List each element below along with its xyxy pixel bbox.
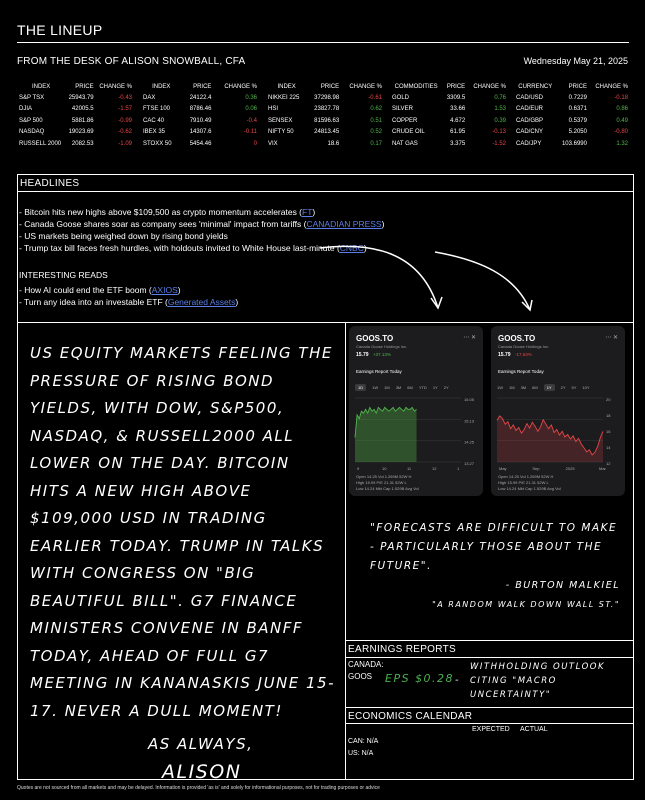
chart-y-tick: 13.27 <box>464 461 475 466</box>
calendar-col-actual: ACTUAL <box>520 726 548 733</box>
market-name: CAD/JPY <box>516 140 542 147</box>
market-change: 0.86 <box>616 106 628 113</box>
market-name: CAD/USD <box>516 94 544 101</box>
market-change: 0.76 <box>494 94 506 101</box>
market-col-header: PRICE <box>568 84 587 90</box>
reads-label: INTERESTING READS <box>19 270 108 280</box>
read-item: - How AI could end the ETF boom (AXIOS) <box>19 285 181 295</box>
market-change: 0.39 <box>494 117 506 124</box>
market-note <box>30 340 335 787</box>
market-change: 1.32 <box>616 140 628 147</box>
market-col-header: PRICE <box>320 84 340 90</box>
arrow-left <box>320 246 438 308</box>
chart-area-fill <box>355 407 417 462</box>
market-row <box>266 92 384 104</box>
interesting-reads <box>19 269 238 308</box>
market-table <box>141 82 259 150</box>
range-tab[interactable]: 3M <box>395 385 402 390</box>
market-row <box>514 115 630 127</box>
market-change: -0.80 <box>614 129 628 136</box>
stock-company: Canada Goose Holdings Inc. <box>356 344 408 349</box>
market-row <box>141 115 259 127</box>
market-row <box>514 127 630 139</box>
market-col-header: CHANGE % <box>224 84 257 90</box>
stock-company: Canada Goose Holdings Inc. <box>498 344 550 349</box>
headline-source-link[interactable]: CNBC <box>339 243 364 253</box>
market-change: 0.06 <box>245 106 257 113</box>
earnings-badge: Earnings Report Today <box>356 369 402 374</box>
market-header-row <box>17 82 134 92</box>
market-change: -0.62 <box>118 129 132 136</box>
note-text: US EQUITY MARKETS FEELING THE PRESSURE OF RISING BOND YIELDS, WITH DOW, S&P500, NASDAQ, & RUSSELL2000 ALL LOWER ON THE DAY. BITCOIN HITS A NEW HIGH ABOVE $109,000 USD IN TRADING EARLIER TODAY. TRUMP IN TALKS WITH CONGRESS ON "BIG BEAUTIFUL BILL". G7 FINANCE MINISTERS CONVENE IN BANFF TODAY, AHEAD OF FULL G7 MEETING IN KANANASKIS JUNE 15-17. NEVER A DULL MOMENT! <box>30 344 336 720</box>
market-row <box>17 127 134 139</box>
market-price: 3309.5 <box>446 94 466 101</box>
frame-right <box>633 174 634 780</box>
chart-x-tick: Mar <box>599 466 606 471</box>
market-row <box>266 115 384 127</box>
market-table <box>17 82 134 150</box>
stock-ticker: GOOS.TO <box>498 334 536 343</box>
market-change: -1.52 <box>492 140 506 147</box>
market-name: DJIA <box>19 106 33 113</box>
market-price: 5454.46 <box>189 140 212 147</box>
market-row <box>390 138 508 150</box>
market-name: CAD/GBP <box>516 117 544 124</box>
earnings-region: CANADA: <box>348 660 384 669</box>
desk-byline: FROM THE DESK OF ALISON SNOWBALL, CFA <box>17 56 246 67</box>
frame-left <box>17 174 18 780</box>
price-chart <box>491 394 625 474</box>
earnings-eps: EPS $0.28 <box>385 672 455 685</box>
market-change: 0.17 <box>370 140 382 147</box>
quote-text: "FORECASTS ARE DIFFICULT TO MAKE - PARTICULARLY THOSE ABOUT THE FUTURE". <box>370 522 618 572</box>
earnings-comment: WITHHOLDING OUTLOOK CITING "MACRO UNCERTAINTY" <box>470 662 606 700</box>
market-price: 61.95 <box>450 129 466 136</box>
range-tab[interactable]: 6M <box>407 385 413 390</box>
market-header-row <box>390 82 508 92</box>
market-row <box>514 92 630 104</box>
frame-top <box>17 174 634 175</box>
chart-y-tick: 15.13 <box>464 418 475 424</box>
stock-card <box>491 326 625 496</box>
market-change: 1.53 <box>494 106 506 113</box>
headlines-divider <box>17 191 634 192</box>
market-name: S&P TSX <box>19 94 45 101</box>
range-tab[interactable]: 1D <box>355 384 366 391</box>
market-col-header: INDEX <box>277 84 296 90</box>
note-signoff-row <box>30 731 335 787</box>
range-tab[interactable]: 5Y <box>571 385 577 390</box>
market-col-header: INDEX <box>152 84 171 90</box>
headlines-label: HEADLINES <box>20 178 80 189</box>
market-col-header: CHANGE % <box>349 84 382 90</box>
stock-card <box>349 326 483 496</box>
market-change: -0.18 <box>614 94 628 101</box>
market-col-header: PRICE <box>75 84 94 90</box>
market-col-header: PRICE <box>446 84 466 90</box>
market-price: 42005.5 <box>71 106 94 113</box>
market-row <box>390 104 508 116</box>
market-name: CAD/CNY <box>516 129 544 136</box>
market-name: IBEX 35 <box>143 129 166 136</box>
earnings-label: EARNINGS REPORTS <box>348 644 456 655</box>
market-header-row <box>266 82 384 92</box>
chart-y-tick: 14 <box>606 445 611 450</box>
calendar-row: US: N/A <box>348 750 374 757</box>
market-table <box>266 82 384 150</box>
market-price: 5881.86 <box>71 117 94 124</box>
market-price: 23827.78 <box>314 106 340 113</box>
market-header-row <box>514 82 630 92</box>
calendar-divider <box>345 723 634 724</box>
range-tab[interactable]: 10Y <box>582 385 590 390</box>
quote-author: - BURTON MALKIEL <box>505 580 620 591</box>
earnings-top <box>345 640 634 641</box>
market-col-header: CHANGE % <box>595 84 628 90</box>
market-table <box>390 82 508 150</box>
chart-y-tick: 14.25 <box>464 439 475 445</box>
market-price: 7910.49 <box>189 117 212 124</box>
market-price: 37298.98 <box>314 94 340 101</box>
range-tab[interactable]: 1M <box>384 385 390 390</box>
market-change: -0.13 <box>492 129 506 136</box>
disclaimer: Quotes are not sourced from all markets and may be delayed. Information is provided 'as is' and solely for informational purposes, not for trading purposes or advice <box>17 785 380 791</box>
arrows-doodle <box>300 240 550 320</box>
chart-x-tick: 1 <box>457 466 460 471</box>
market-price: 81596.63 <box>314 117 340 124</box>
market-row <box>141 104 259 116</box>
market-name: NAT GAS <box>392 140 418 147</box>
market-change: -0.43 <box>118 94 132 101</box>
stat-row: Open 14.25 Vol 1.269M 52W H <box>356 474 412 479</box>
market-row <box>266 127 384 139</box>
calendar-top <box>345 707 634 708</box>
market-price: 5.2050 <box>568 129 587 136</box>
market-price: 2082.53 <box>71 140 94 147</box>
earnings-divider <box>345 657 634 658</box>
chart-x-tick: Sep <box>532 466 540 471</box>
market-price: 4.672 <box>450 117 466 124</box>
market-row <box>17 115 134 127</box>
market-name: NIFTY 50 <box>268 129 294 136</box>
chart-x-tick: 9 <box>357 466 360 471</box>
market-row <box>17 92 134 104</box>
market-price: 3.375 <box>450 140 466 147</box>
market-col-header: INDEX <box>31 84 51 90</box>
calendar-row: CAN: N/A <box>348 738 379 745</box>
range-tab[interactable]: 1Y <box>432 385 438 390</box>
market-name: CAC 40 <box>143 117 165 124</box>
range-tab[interactable]: 1W <box>497 385 503 390</box>
market-row <box>17 104 134 116</box>
stat-row: High 15.99 P/E 21.31 52W L <box>498 480 549 485</box>
market-change: 0 <box>253 140 257 147</box>
card-menu-icons: ⋯ ✕ <box>463 335 476 341</box>
market-name: STOXX 50 <box>143 140 172 147</box>
market-name: VIX <box>268 140 278 147</box>
note-signature: ALISON <box>162 760 242 783</box>
quote-book: "A RANDOM WALK DOWN WALL ST." <box>432 600 620 609</box>
chart-area-fill <box>497 416 603 462</box>
market-row <box>17 138 134 150</box>
market-row <box>266 138 384 150</box>
chart-y-tick: 18 <box>606 413 611 418</box>
market-change: -0.61 <box>368 94 382 101</box>
market-row <box>514 104 630 116</box>
card-menu-icons: ⋯ ✕ <box>605 335 618 341</box>
market-name: NASDAQ <box>19 129 45 136</box>
read-source-link[interactable]: Generated Assets <box>167 297 236 307</box>
market-name: COPPER <box>392 117 418 124</box>
market-name: SENSEX <box>268 117 293 124</box>
page-title: THE LINEUP <box>17 22 103 38</box>
market-row <box>390 92 508 104</box>
market-col-header: CURRENCY <box>518 84 553 90</box>
market-col-header: CHANGE % <box>473 84 506 90</box>
market-table <box>514 82 630 150</box>
headline-item: - US markets being weighed down by rising bond yields <box>19 231 228 241</box>
market-price: 25943.79 <box>68 94 94 101</box>
stock-ticker: GOOS.TO <box>356 334 394 343</box>
range-tab[interactable]: 3M <box>520 385 527 390</box>
stock-change: +37.13% <box>373 352 391 357</box>
chart-y-tick: 12 <box>606 461 611 466</box>
range-tab[interactable]: 1M <box>509 385 515 390</box>
market-price: 33.66 <box>450 106 466 113</box>
chart-y-tick: 20 <box>606 397 611 402</box>
market-change: -0.4 <box>246 117 257 124</box>
market-change: 0.36 <box>245 94 257 101</box>
market-name: DAX <box>143 94 156 101</box>
headline-item: - Bitcoin hits new highs above $109,500 as crypto momentum accelerates (FT) <box>19 207 316 217</box>
earnings-badge: Earnings Report Today <box>498 369 544 374</box>
market-name: FTSE 100 <box>143 106 171 113</box>
market-name: NIKKEI 225 <box>268 94 300 101</box>
issue-date: Wednesday May 21, 2025 <box>523 56 628 66</box>
stock-stats <box>498 474 561 492</box>
headline-item: - Trump tax bill faces fresh hurdles, with holdouts invited to White House last-minute (CNBC) <box>19 243 367 253</box>
price-chart <box>349 394 483 474</box>
stock-price: 15.79 <box>356 352 369 358</box>
stock-change: -17.63% <box>515 352 532 357</box>
arrow-right <box>435 252 530 310</box>
stat-row: High 15.99 P/E 21.31 52W L <box>356 480 407 485</box>
stock-stats <box>356 474 419 492</box>
market-price: 14307.6 <box>189 129 212 136</box>
market-change: 0.49 <box>616 117 628 124</box>
market-name: HSI <box>268 106 279 113</box>
market-price: 24813.45 <box>314 129 340 136</box>
market-change: -0.99 <box>118 117 132 124</box>
headlines-bottom <box>17 322 634 323</box>
range-tab[interactable]: 1Y <box>544 384 555 391</box>
chart-x-tick: May <box>499 466 507 471</box>
calendar-label: ECONOMICS CALENDAR <box>348 711 473 722</box>
stock-price: 15.79 <box>498 352 511 358</box>
market-name: GOLD <box>392 94 410 101</box>
market-row <box>514 138 630 150</box>
market-col-header: COMMODITIES <box>394 84 438 90</box>
market-change: 0.62 <box>370 106 382 113</box>
market-price: 0.6371 <box>568 106 587 113</box>
range-tab[interactable]: YTD <box>418 385 427 390</box>
market-price: 19023.69 <box>68 129 94 136</box>
market-header-row <box>141 82 259 92</box>
chart-x-tick: 10 <box>382 466 387 471</box>
market-col-header: PRICE <box>193 84 212 90</box>
market-name: RUSSELL 2000 <box>19 140 62 147</box>
chart-x-tick: 11 <box>407 466 412 471</box>
market-name: CAD/EUR <box>516 106 544 113</box>
calendar-col-expected: EXPECTED <box>472 726 510 733</box>
earnings-dash: - <box>455 675 461 686</box>
earnings-ticker: GOOS <box>348 672 373 681</box>
stat-row: Open 14.25 Vol 1.269M 52W H <box>498 474 554 479</box>
headline-source-link[interactable]: CANADIAN PRESS <box>306 219 382 229</box>
market-change: 0.51 <box>370 117 382 124</box>
market-name: S&P 500 <box>19 117 43 124</box>
market-change: 0.52 <box>370 129 382 136</box>
market-change: -1.57 <box>118 106 132 113</box>
market-price: 0.5379 <box>568 117 587 124</box>
market-change: -1.09 <box>118 140 132 147</box>
market-price: 0.7229 <box>568 94 587 101</box>
market-price: 18.6 <box>327 140 340 147</box>
read-item: - Turn any idea into an investable ETF (Generated Assets) <box>19 297 239 307</box>
market-price: 24122.4 <box>189 94 212 101</box>
title-divider <box>17 42 629 43</box>
column-divider <box>345 322 346 780</box>
market-change: -0.11 <box>243 129 257 136</box>
headline-source-link[interactable]: FT <box>302 207 313 217</box>
range-tab[interactable]: 1W <box>372 385 379 390</box>
market-price: 103.6990 <box>561 140 587 147</box>
chart-x-tick: 12 <box>432 466 437 471</box>
market-price: 8786.46 <box>189 106 212 113</box>
market-row <box>266 104 384 116</box>
range-tab[interactable]: 6M <box>532 385 538 390</box>
quote-block <box>370 519 620 614</box>
note-signoff: AS ALWAYS, <box>148 735 254 753</box>
stat-row: Low 14.24 Mkt Cap 1.529B Avg Vol <box>356 486 419 491</box>
stat-row: Low 14.24 Mkt Cap 1.529B Avg Vol <box>498 486 561 491</box>
chart-x-tick: 2025 <box>565 466 575 471</box>
chart-y-tick: 16 <box>606 429 611 434</box>
market-row <box>141 138 259 150</box>
range-tab[interactable]: 2Y <box>443 385 449 390</box>
range-tabs <box>355 385 455 390</box>
market-col-header: CHANGE % <box>99 84 132 90</box>
range-tab[interactable]: 2Y <box>560 385 566 390</box>
headline-item: - Canada Goose shares soar as company sees 'minimal' impact from tariffs (CANADIAN PRESS) <box>19 219 385 229</box>
market-row <box>141 127 259 139</box>
range-tabs <box>497 385 596 390</box>
market-row <box>390 115 508 127</box>
chart-y-tick: 16.05 <box>464 397 475 402</box>
read-source-link[interactable]: AXIOS <box>151 285 178 295</box>
market-name: SILVER <box>392 106 413 113</box>
market-name: CRUDE OIL <box>392 129 425 136</box>
market-row <box>390 127 508 139</box>
market-row <box>141 92 259 104</box>
